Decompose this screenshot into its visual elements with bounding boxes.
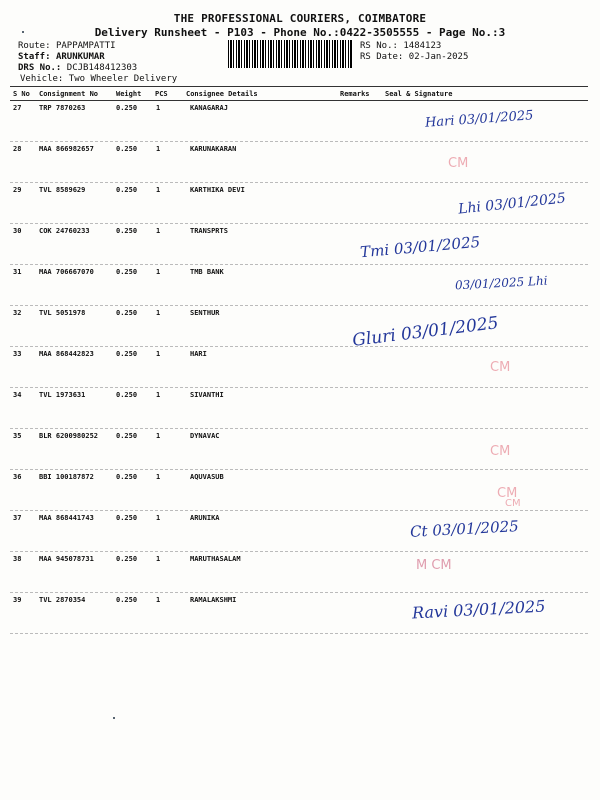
signature-30: Tmi 03/01/2025 xyxy=(359,232,481,262)
row-sno: 27 xyxy=(13,104,22,112)
row-weight: 0.250 xyxy=(116,473,138,481)
table-row xyxy=(0,141,600,182)
row-sno: 35 xyxy=(13,432,22,440)
row-consignee: MARUTHASALAM xyxy=(190,555,241,563)
signature-39: Ravi 03/01/2025 xyxy=(411,596,546,623)
row-sno: 34 xyxy=(13,391,22,399)
row-consignment: BBI 100187872 xyxy=(39,473,94,481)
row-sno: 28 xyxy=(13,145,22,153)
row-consignee: ARUNIKA xyxy=(190,514,220,522)
staff-label: Staff: xyxy=(18,52,51,62)
row-consignment: TVL 2870354 xyxy=(39,596,86,604)
row-pcs: 1 xyxy=(156,596,161,604)
row-divider xyxy=(10,633,588,634)
row-consignment: TRP 7870263 xyxy=(39,104,86,112)
row-pcs: 1 xyxy=(156,268,161,276)
col-consignee: Consignee Details xyxy=(186,90,258,98)
row-consignee: SENTHUR xyxy=(190,309,220,317)
row-consignee: KANAGARAJ xyxy=(190,104,228,112)
signature-31: 03/01/2025 Lhi xyxy=(454,273,548,293)
row-weight: 0.250 xyxy=(116,104,138,112)
col-weight: Weight xyxy=(116,90,142,98)
vehicle-label: Vehicle: xyxy=(20,74,64,84)
row-pcs: 1 xyxy=(156,104,161,112)
vehicle-line xyxy=(20,74,177,84)
drs-line xyxy=(18,63,137,73)
row-pcs: 1 xyxy=(156,309,161,317)
staff-value: ARUNKUMAR xyxy=(55,52,105,62)
row-consignee: KARTHIKA DEVI xyxy=(190,186,245,194)
stamp-33: CM xyxy=(490,360,511,375)
rs-date-label: RS Date: xyxy=(360,52,404,62)
mark-dot xyxy=(22,31,24,33)
col-pcs: PCS xyxy=(155,90,168,98)
stamp-37: CM xyxy=(505,498,521,509)
row-consignee: AQUVASUB xyxy=(190,473,224,481)
vehicle-value: Two Wheeler Delivery xyxy=(68,74,178,84)
drs-value: DCJB148412303 xyxy=(66,63,138,73)
row-consignment: MAA 866982657 xyxy=(39,145,94,153)
row-consignee: RAMALAKSHMI xyxy=(190,596,237,604)
row-pcs: 1 xyxy=(156,227,161,235)
row-pcs: 1 xyxy=(156,555,161,563)
staff-line xyxy=(18,52,105,62)
stamp-35: CM xyxy=(490,444,511,459)
row-weight: 0.250 xyxy=(116,186,138,194)
row-weight: 0.250 xyxy=(116,596,138,604)
signature-37: Ct 03/01/2025 xyxy=(409,517,520,541)
row-sno: 39 xyxy=(13,596,22,604)
mark-dot xyxy=(113,717,115,719)
row-pcs: 1 xyxy=(156,145,161,153)
row-pcs: 1 xyxy=(156,473,161,481)
row-sno: 31 xyxy=(13,268,22,276)
stamp-36: CM xyxy=(497,486,518,501)
row-consignment: BLR 6200980252 xyxy=(39,432,99,440)
row-consignment: TVL 5051978 xyxy=(39,309,86,317)
stamp-38: M CM xyxy=(416,558,452,573)
row-weight: 0.250 xyxy=(116,268,138,276)
row-consignee: KARUNAKARAN xyxy=(190,145,237,153)
row-pcs: 1 xyxy=(156,432,161,440)
row-weight: 0.250 xyxy=(116,145,138,153)
row-consignment: TVL 1973631 xyxy=(39,391,86,399)
row-consignee: HARI xyxy=(190,350,207,358)
rs-date-line xyxy=(360,52,468,62)
row-pcs: 1 xyxy=(156,350,161,358)
row-consignment: MAA 706667070 xyxy=(39,268,94,276)
row-pcs: 1 xyxy=(156,391,161,399)
drs-label: DRS No.: xyxy=(18,63,62,73)
col-consignment: Consignment No xyxy=(39,90,99,98)
row-weight: 0.250 xyxy=(116,309,138,317)
row-weight: 0.250 xyxy=(116,514,138,522)
rs-date-value: 02-Jan-2025 xyxy=(408,52,469,62)
route-value: PAPPAMPATTI xyxy=(55,41,116,51)
table-row xyxy=(0,305,600,346)
row-weight: 0.250 xyxy=(116,432,138,440)
table-row xyxy=(0,387,600,428)
col-sno: S No xyxy=(13,90,30,98)
row-sno: 33 xyxy=(13,350,22,358)
table-row xyxy=(0,551,600,592)
table-row xyxy=(0,223,600,264)
row-weight: 0.250 xyxy=(116,227,138,235)
company-title: THE PROFESSIONAL COURIERS, COIMBATORE xyxy=(173,12,427,25)
row-consignment: TVL 8589629 xyxy=(39,186,86,194)
row-weight: 0.250 xyxy=(116,391,138,399)
col-seal-signature: Seal & Signature xyxy=(385,90,453,98)
row-sno: 37 xyxy=(13,514,22,522)
row-weight: 0.250 xyxy=(116,555,138,563)
row-sno: 38 xyxy=(13,555,22,563)
row-weight: 0.250 xyxy=(116,350,138,358)
row-sno: 32 xyxy=(13,309,22,317)
stamp-28: CM xyxy=(448,156,469,171)
col-remarks: Remarks xyxy=(340,90,370,98)
row-sno: 29 xyxy=(13,186,22,194)
row-sno: 36 xyxy=(13,473,22,481)
row-consignee: TMB BANK xyxy=(190,268,224,276)
signature-29: Lhi 03/01/2025 xyxy=(457,190,567,218)
row-consignment: MAA 868442823 xyxy=(39,350,94,358)
signature-32: Gluri 03/01/2025 xyxy=(351,313,500,351)
row-sno: 30 xyxy=(13,227,22,235)
rs-no-label: RS No.: xyxy=(360,41,398,51)
header-top-rule xyxy=(10,86,588,87)
row-consignee: TRANSPRTS xyxy=(190,227,228,235)
row-pcs: 1 xyxy=(156,514,161,522)
row-pcs: 1 xyxy=(156,186,161,194)
rs-no-value: 1484123 xyxy=(403,41,442,51)
row-consignment: MAA 945078731 xyxy=(39,555,94,563)
signature-27: Hari 03/01/2025 xyxy=(424,108,534,131)
rs-no-line xyxy=(360,41,441,51)
row-consignee: DYNAVAC xyxy=(190,432,220,440)
route-label: Route: xyxy=(18,41,51,51)
runsheet-title: Delivery Runsheet - P103 - Phone No.:0422-3505555 - Page No.:3 xyxy=(94,26,506,39)
row-consignee: SIVANTHI xyxy=(190,391,224,399)
route-line xyxy=(18,41,116,51)
row-consignment: MAA 868441743 xyxy=(39,514,94,522)
row-consignment: COK 24760233 xyxy=(39,227,90,235)
barcode xyxy=(228,40,353,68)
